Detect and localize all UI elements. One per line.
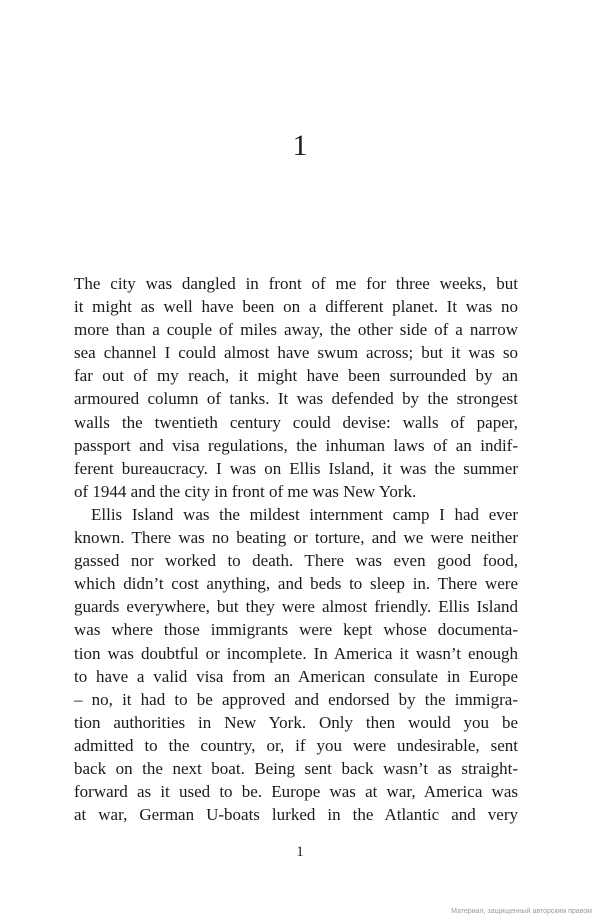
text-line: ferent bureaucracy. I was on Ellis Island, it was the summer [74,458,518,478]
text-line: sea channel I could almost have swum across; but it was so [74,343,518,363]
paragraph-1 [74,272,518,503]
paragraph-2 [74,503,518,826]
text-line: it might as well have been on a different planet. It was no [74,297,518,317]
text-line: guards everywhere, but they were almost friendly. Ellis Island [74,597,518,617]
text-line: known. There was no beating or torture, and we were neither [74,528,518,548]
text-line: far out of my reach, it might have been surrounded by an [74,366,518,386]
text-line: walls the twentieth century could devise: walls of paper, [74,412,518,432]
text-line: back on the next boat. Being sent back wasn’t as straight- [74,758,518,778]
text-line: tion was doubtful or incomplete. In America it wasn’t enough [74,643,518,663]
chapter-number: 1 [292,129,308,162]
text-line: at war, German U-boats lurked in the Atlantic and very [74,805,518,825]
text-line: of 1944 and the city in front of me was New York. [74,481,417,501]
text-line: gassed nor worked to death. There was even good food, [74,551,518,571]
text-line: armoured column of tanks. It was defended by the strongest [74,389,518,409]
text-line: tion authorities in New York. Only then would you be [74,712,518,732]
body-text [74,272,518,826]
text-line: forward as it used to be. Europe was at war, America was [74,782,518,802]
text-line: passport and visa regulations, the inhuman laws of an indif- [74,435,518,455]
text-line: admitted to the country, or, if you were undesirable, sent [74,735,518,755]
text-line: more than a couple of miles away, the other side of a narrow [74,320,518,340]
text-line: which didn’t cost anything, and beds to sleep in. There were [74,574,518,594]
text-line: Ellis Island was the mildest internment camp I had ever [91,504,518,524]
text-line: to have a valid visa from an American consulate in Europe [74,666,518,686]
text-line: The city was dangled in front of me for three weeks, but [74,274,518,293]
text-line: was where those immigrants were kept whose documenta- [74,620,518,640]
text-line: – no, it had to be approved and endorsed by the immigra- [74,689,518,709]
copyright-watermark: Материал, защищенный авторским правом [451,908,592,915]
page-number: 1 [296,844,304,860]
